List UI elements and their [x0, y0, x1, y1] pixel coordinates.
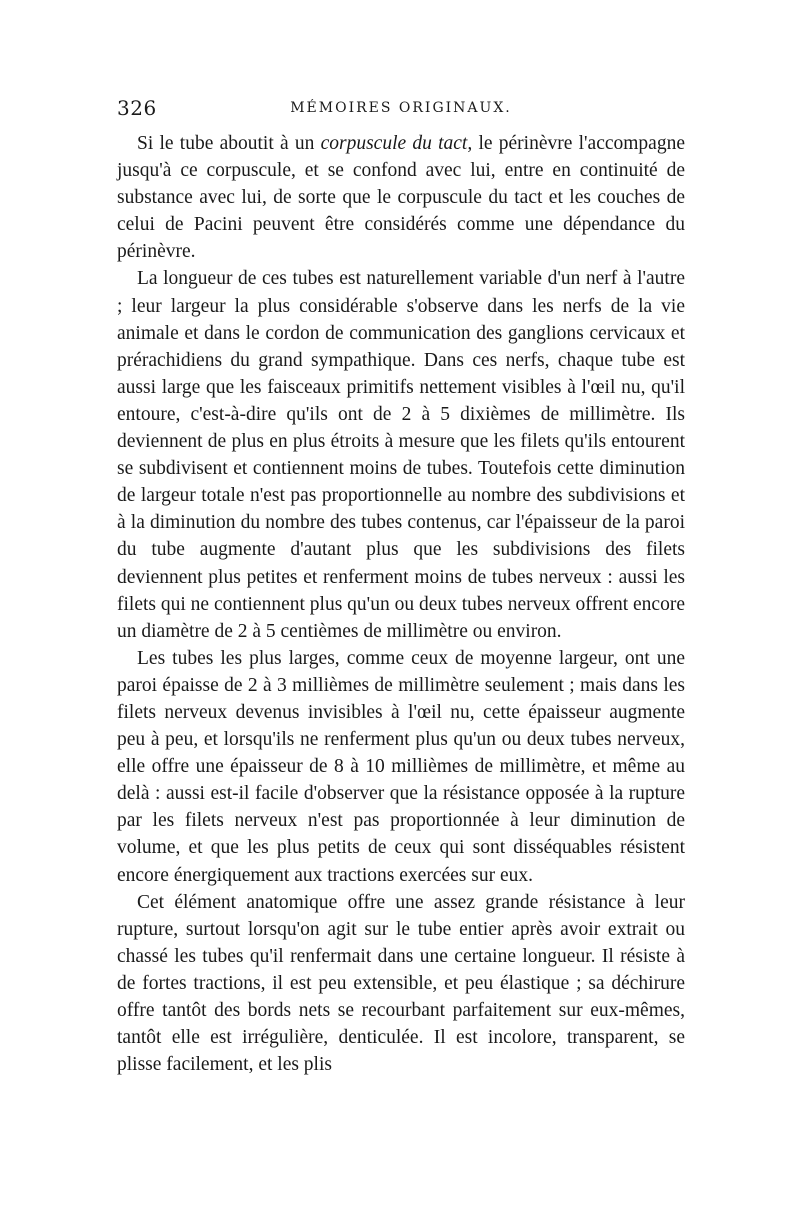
body-text	[117, 130, 685, 1078]
paragraph-2: La longueur de ces tubes est naturellement variable d'un nerf à l'autre ; leur largeur la plus considérable s'observe dans les nerfs de la vie animale et dans le cordon de communication des ganglions cervicaux et prérachidiens du grand sympathique. Dans ces nerfs, chaque tube est aussi large que les faisceaux primitifs nettement visibles à l'œil nu, qu'il entoure, c'est-à-dire qu'ils ont de 2 à 5 dixièmes de millimètre. Ils deviennent de plus en plus étroits à mesure que les filets qu'ils entourent se subdivisent et contiennent moins de tubes. Toutefois cette diminution de largeur totale n'est pas proportionnelle au nombre des subdivisions et à la diminution du nombre des tubes contenus, car l'épaisseur de la paroi du tube augmente d'autant plus que les subdivisions des filets deviennent plus petites et renferment moins de tubes nerveux : aussi les filets qui ne contiennent plus qu'un ou deux tubes nerveux offrent encore un diamètre de 2 à 5 centièmes de millimètre ou environ.	[117, 268, 685, 642]
book-page	[117, 96, 685, 1078]
paragraph-4: Cet élément anatomique offre une assez grande résistance à leur rupture, surtout lorsqu'on agit sur le tube entier après avoir extrait ou chassé les tubes qu'il renfermait dans une certaine longueur. Il résiste à de fortes tractions, il est peu extensible, et peu élastique ; sa déchirure offre tantôt des bords nets se recourbant parfaitement sur eux-mêmes, tantôt elle est irrégulière, denticulée. Il est incolore, transparent, se plisse facilement, et les plis	[117, 891, 685, 1076]
paragraph-1-start: Si le tube aboutit à un	[137, 133, 321, 154]
paragraph-1-end: le périnèvre l'accompagne jusqu'à ce corpuscule, et se confond avec lui, entre en continuité de substance avec lui, de sorte que le corpuscule du tact et les couches de celui de Pacini peuvent être considérés comme une dépendance du périnèvre.	[117, 133, 685, 263]
page-header	[117, 96, 685, 126]
paragraph-3: Les tubes les plus larges, comme ceux de moyenne largeur, ont une paroi épaisse de 2 à 3 millièmes de millimètre seulement ; mais dans les filets nerveux devenus invisibles à l'œil nu, cette épaisseur augmente peu à peu, et lorsqu'ils ne renferment plus qu'un ou deux tubes nerveux, elle offre une épaisseur de 8 à 10 millièmes de millimètre, et même au delà : aussi est-il facile d'observer que la résistance opposée à la rupture par les filets nerveux n'est pas proportionnée à leur diminution de volume, et que les plus petits de ceux qui sont disséquables résistent encore énergiquement aux tractions exercées sur eux.	[117, 647, 685, 886]
running-head: MÉMOIRES ORIGINAUX.	[290, 100, 512, 116]
italic-term: corpuscule du tact,	[320, 133, 473, 154]
paragraph-1	[117, 130, 685, 265]
page-number: 326	[117, 96, 157, 120]
